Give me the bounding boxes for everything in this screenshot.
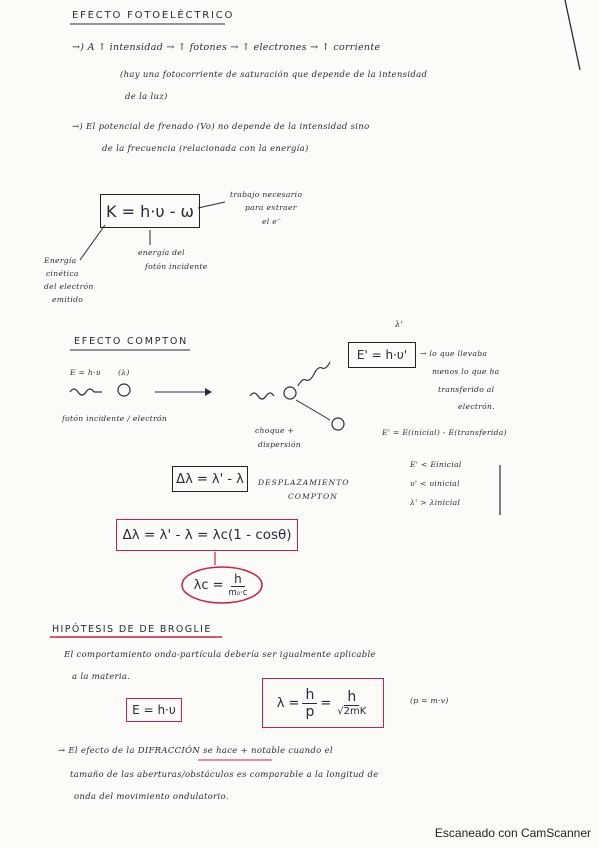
kinetic-note-4: emitido — [52, 295, 84, 304]
photoelectric-line-5: de la frecuencia (relacionada con la energía) — [102, 144, 309, 154]
momentum-formula: (p = m·v) — [410, 696, 449, 705]
photoelectric-line-3: de la luz) — [125, 92, 168, 102]
broglie-fraction-1-den: p — [305, 703, 315, 720]
work-function-note-3: el e⁻ — [262, 217, 282, 226]
photoelectric-line-4: →) El potencial de frenado (Vo) no depende de la intensidad sino — [72, 122, 370, 132]
collision-label-1: choque + — [255, 426, 295, 435]
relation-energy: E' < Einicial — [410, 460, 462, 469]
broglie-equals: = — [320, 695, 332, 711]
scattered-photon-formula: E' = h·υ' — [356, 348, 408, 362]
photon-energy-note-1: energía del — [138, 248, 185, 257]
kinetic-note-2: cinética — [46, 269, 79, 278]
lambda-c-numerator: h — [231, 573, 245, 587]
photon-electron-label: fotón incidente / electrón — [62, 414, 168, 423]
broglie-fraction-2 — [334, 690, 369, 717]
photoelectric-heading: EFECTO FOTOELÉCTRICO — [72, 10, 235, 21]
scattered-photon-formula-box — [348, 342, 416, 368]
broglie-line-3: → El efecto de la DIFRACCIÓN se hace + notable cuando el — [58, 746, 333, 756]
broglie-fraction-2-den: √2mK — [337, 705, 367, 717]
broglie-fraction-1 — [302, 688, 317, 719]
scanner-watermark: Escaneado con CamScanner — [434, 826, 591, 840]
kinetic-note-1: Energía — [44, 256, 77, 265]
relation-wavelength: λ' > λinicial — [410, 498, 461, 507]
incident-lambda-label: (λ) — [118, 368, 130, 377]
broglie-lambda-lhs: λ = — [276, 695, 300, 711]
compton-main-formula: Δλ = λ' - λ = λc(1 - cosθ) — [122, 527, 292, 543]
photon-energy-formula: E = h·υ — [132, 703, 176, 717]
scattered-lambda-label: λ' — [395, 320, 404, 330]
photoelectric-line-1: →) A ↑ intensidad → ↑ fotones → ↑ electrones → ↑ corriente — [72, 42, 381, 53]
lambda-c-fraction — [226, 573, 251, 596]
compton-shift-label-2: COMPTON — [288, 492, 338, 501]
broglie-line-4: tamaño de las aberturas/obstáculos es comparable a la longitud de — [70, 770, 379, 780]
scattered-note-2: menos lo que ha — [432, 367, 500, 376]
incident-photon-label: E = h·υ — [70, 368, 101, 377]
photon-energy-formula-box — [126, 698, 182, 722]
kinetic-energy-formula: K = h·υ - ω — [106, 201, 194, 221]
scattered-note-1: → lo que llevaba — [420, 349, 488, 358]
collision-label-2: dispersión — [258, 440, 301, 449]
compton-heading: EFECTO COMPTON — [74, 336, 189, 347]
broglie-line-5: onda del movimiento ondulatorio. — [74, 792, 229, 802]
photoelectric-line-2: (hay una fotocorriente de saturación que depende de la intensidad — [120, 70, 428, 80]
scattered-note-3: transferido al — [438, 385, 495, 394]
broglie-fraction-1-num: h — [302, 688, 317, 704]
broglie-line-1: El comportamiento onda-partícula debería ser igualmente aplicable — [64, 650, 376, 660]
work-function-note-2: para extraer — [245, 203, 297, 212]
relation-frequency: υ' < υinicial — [410, 479, 460, 488]
compton-wavelength-formula — [190, 570, 254, 600]
delta-lambda-formula: Δλ = λ' - λ — [176, 471, 244, 487]
photon-energy-note-2: fotón incidente — [145, 262, 208, 271]
scattered-note-4: electrón. — [458, 402, 495, 411]
compton-shift-label-1: DESPLAZAMIENTO — [258, 478, 350, 487]
delta-lambda-box — [172, 466, 248, 492]
broglie-fraction-2-num: h — [344, 690, 359, 706]
energy-balance: E' = E(inicial) - E(transferida) — [382, 428, 507, 437]
broglie-heading: HIPÓTESIS DE DE BROGLIE — [52, 624, 212, 635]
broglie-line-2: a la materia. — [72, 672, 131, 682]
kinetic-energy-formula-box — [100, 194, 200, 228]
lambda-c-lhs: λc = — [193, 577, 224, 593]
kinetic-note-3: del electrón — [44, 282, 94, 291]
compton-main-formula-box — [116, 519, 298, 551]
broglie-wavelength-box — [262, 678, 384, 728]
work-function-note-1: trabajo necesario — [230, 190, 303, 199]
lambda-c-denominator: m₀·c — [228, 587, 248, 598]
